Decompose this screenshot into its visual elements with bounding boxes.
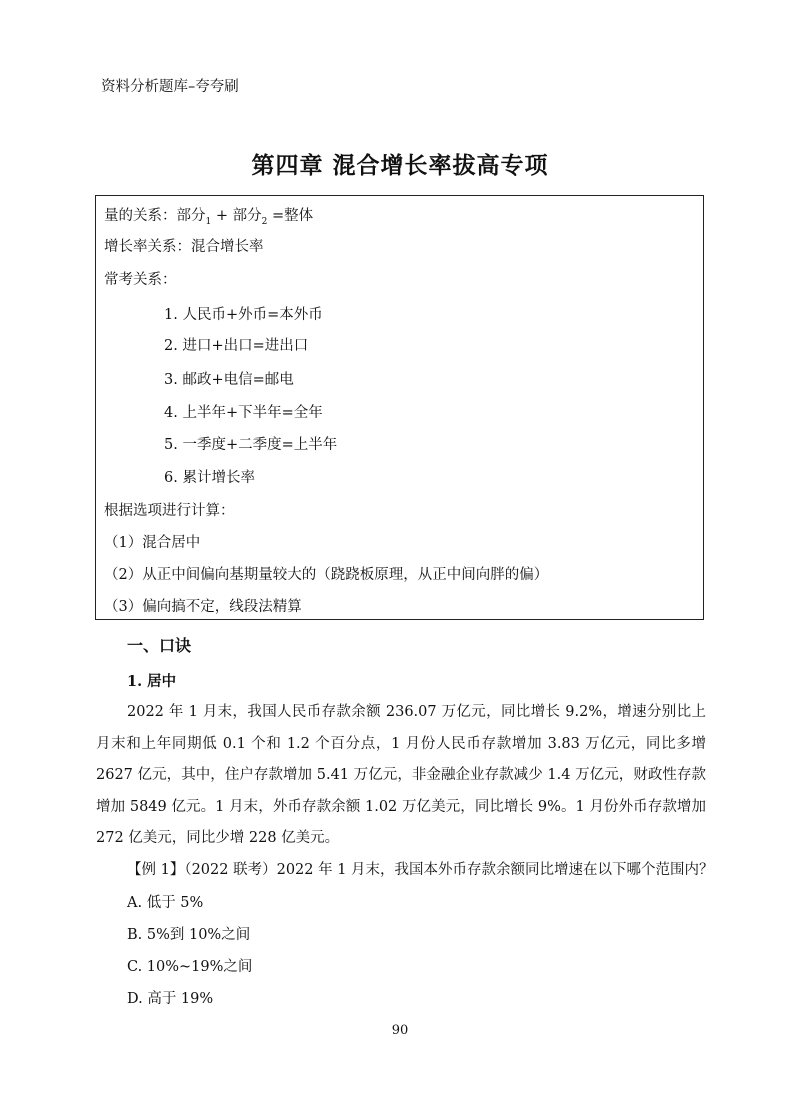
relation-item: 3. 邮政+电信=邮电 <box>164 372 294 388</box>
example-question: 【例 1】（2022 联考）2022 年 1 月末，我国本外币存款余额同比增速在以下哪个范围内？ <box>127 862 714 878</box>
option-c: C. 10%~19%之间 <box>127 959 253 975</box>
option-a: A. 低于 5% <box>127 895 204 911</box>
chapter-title: 第四章 混合增长率拔高专项 <box>251 153 549 179</box>
relation-item: 6. 累计增长率 <box>164 470 255 486</box>
relation-item: 1. 人民币+外币=本外币 <box>164 307 323 323</box>
material-paragraph: 2022 年 1 月末，我国人民币存款余额 236.07 万亿元，同比增长 9.2%，增速分别比上月末和上年同期低 0.1 个和 1.2 个百分点，1 月份人民币存款增加 3.83 万亿元，同比多增 2627 亿元，其中，住户存款增加 5.41 万亿元，非金融企业存款减少 1.4 万亿元，财政性存款增加 5849 亿元。1 月末，外币存款余额 1.02 万亿美元，同比增长 9%。1 月份外币存款增加 272 亿美元，同比少增 228 亿美元。 <box>96 704 706 847</box>
section-heading: 一、口诀 <box>127 636 192 655</box>
page-number: 90 <box>391 1023 409 1038</box>
common-relations-label: 常考关系： <box>104 272 177 288</box>
option-d: D. 高于 19% <box>127 991 214 1007</box>
relation-item: 4. 上半年+下半年=全年 <box>164 405 323 421</box>
relation-item: 5. 一季度+二季度=上半年 <box>164 437 338 453</box>
option-b: B. 5%到 10%之间 <box>127 927 251 943</box>
summary-box <box>95 195 704 620</box>
growth-relation: 增长率关系：混合增长率 <box>104 239 264 255</box>
quantity-relation: 量的关系：部分$_1$ + 部分$_2$ =整体 <box>104 208 314 227</box>
relation-item: 2. 进口+出口=进出口 <box>164 338 309 354</box>
method-item: （3）偏向搞不定，线段法精算 <box>104 599 302 615</box>
method-item: （2）从正中间偏向基期量较大的（跷跷板原理，从正中间向胖的偏） <box>104 567 549 583</box>
calc-by-options-label: 根据选项进行计算： <box>104 503 235 519</box>
subsection-heading: 1. 居中 <box>127 673 177 690</box>
method-item: （1）混合居中 <box>104 535 201 551</box>
page-header: 资料分析题库–夸夸刷 <box>101 79 239 95</box>
